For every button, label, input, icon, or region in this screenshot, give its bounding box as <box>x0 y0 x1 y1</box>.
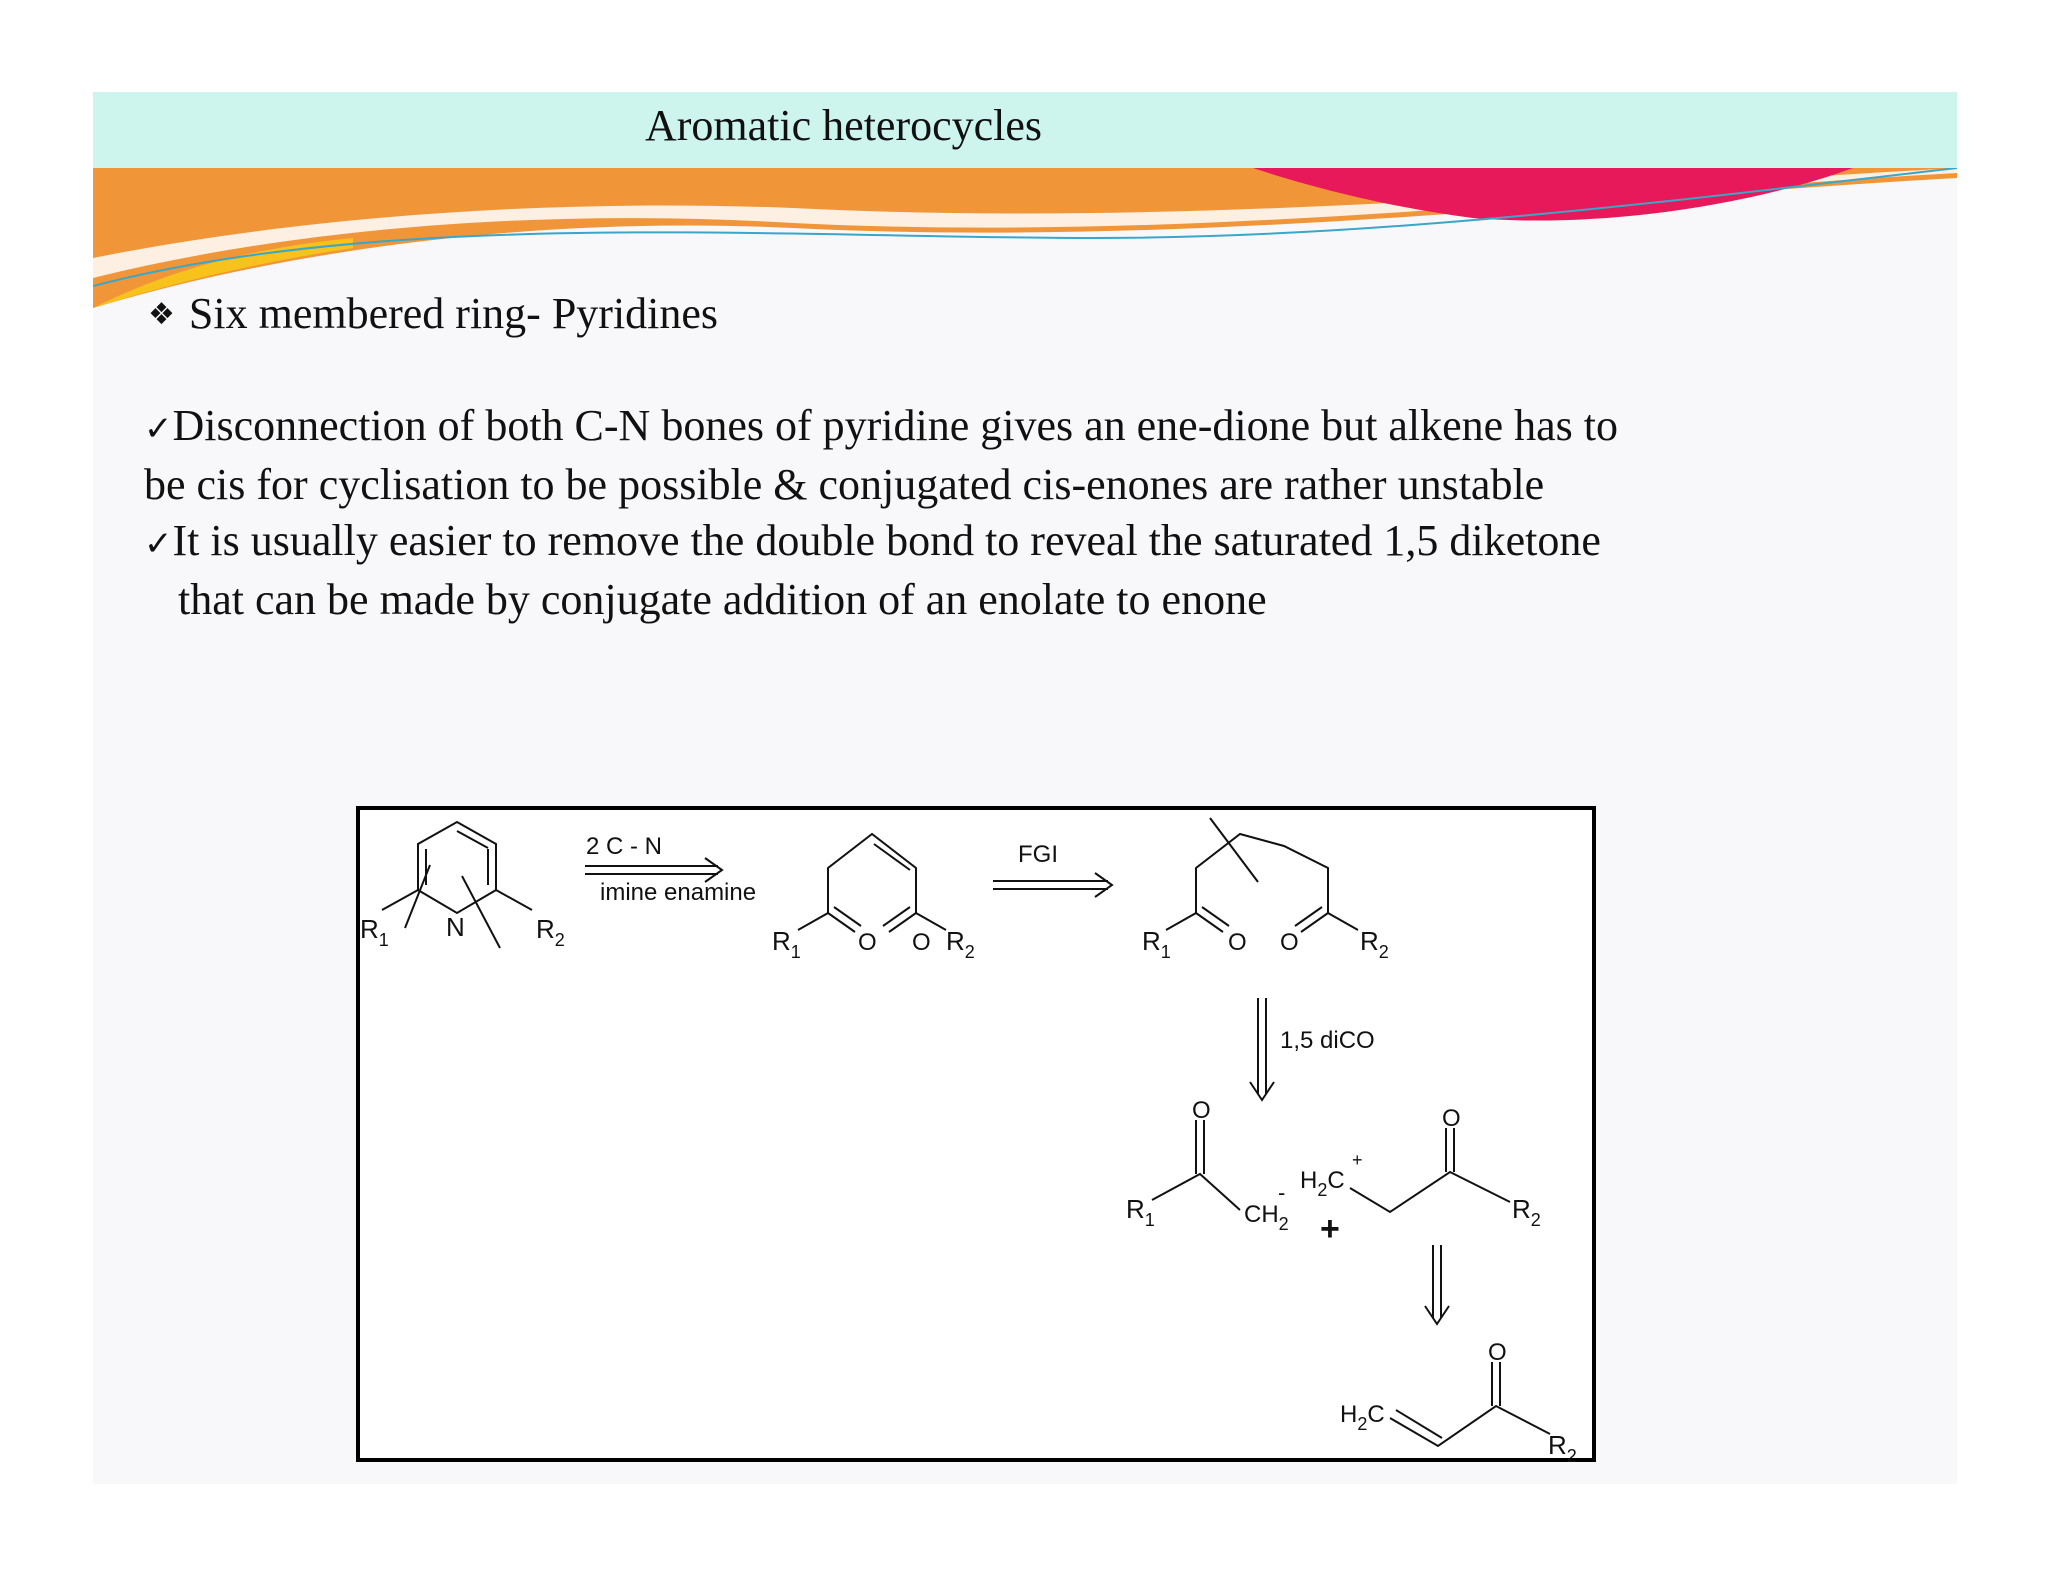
svg-text:R2: $R_2$ <box>1360 926 1389 962</box>
svg-text:O: O <box>1192 1097 1211 1124</box>
svg-text:R2: $R_2$ <box>946 926 975 962</box>
svg-text:H2C: $H_2C$ <box>1340 1401 1385 1434</box>
svg-text:R2: $R_2$ <box>1512 1194 1541 1230</box>
body-text <box>144 398 1844 628</box>
diamond-four-icon: ❖ <box>148 297 175 332</box>
dico-label: 1,5 diCO <box>1280 1027 1375 1054</box>
point-1-line-2: be cis for cyclisation to be possible & conjugated cis-enones are rather unstable <box>144 460 1545 509</box>
svg-text:O: O <box>1442 1105 1461 1132</box>
svg-text:R1: $R_1$ <box>772 926 801 962</box>
checkmark-icon: ✓ <box>144 409 173 449</box>
decorative-swoosh <box>93 168 1957 308</box>
slide-title: Aromatic heterocycles <box>645 101 1043 150</box>
fgi-label: FGI <box>1018 841 1058 868</box>
svg-text:R1: $R_1$ <box>1126 1194 1155 1230</box>
svg-text:O: O <box>858 929 877 956</box>
svg-text:+: + <box>1352 1150 1363 1170</box>
svg-text:R2: $R_2$ <box>1548 1430 1577 1466</box>
svg-text:O: O <box>912 929 931 956</box>
svg-text:R1: $R_1$ <box>1142 926 1171 962</box>
svg-text:O: O <box>1280 929 1299 956</box>
svg-text:O: O <box>1488 1339 1507 1366</box>
svg-text:H2C: $H_2C$ <box>1300 1167 1345 1200</box>
svg-text:-: - <box>1278 1180 1286 1205</box>
point-1-line-1: ✓Disconnection of both C-N bones of pyridine gives an ene-dione but alkene has to <box>144 401 1619 450</box>
svg-text:R2: $R_2$ <box>536 914 565 950</box>
scheme-drawing <box>360 810 1600 1466</box>
imine-enamine-label: imine enamine <box>600 879 757 906</box>
retrosynthesis-scheme <box>356 806 1596 1466</box>
svg-text:O: O <box>1228 929 1247 956</box>
section-heading <box>148 288 718 339</box>
checkmark-icon: ✓ <box>144 524 173 564</box>
disconnection-label: 2 C - N <box>586 833 663 860</box>
svg-text:R1: $R_1$ <box>360 914 389 950</box>
nitrogen-label: N <box>446 912 465 942</box>
point-2-line-1: ✓It is usually easier to remove the double bond to reveal the saturated 1,5 diketone <box>144 516 1601 565</box>
svg-text:CH2: $CH_2$ <box>1244 1201 1289 1234</box>
heading-text: Six membered ring- Pyridines <box>188 289 719 338</box>
point-2-line-2: that can be made by conjugate addition of an enolate to enone <box>178 575 1267 624</box>
plus-sign: + <box>1320 1210 1340 1248</box>
